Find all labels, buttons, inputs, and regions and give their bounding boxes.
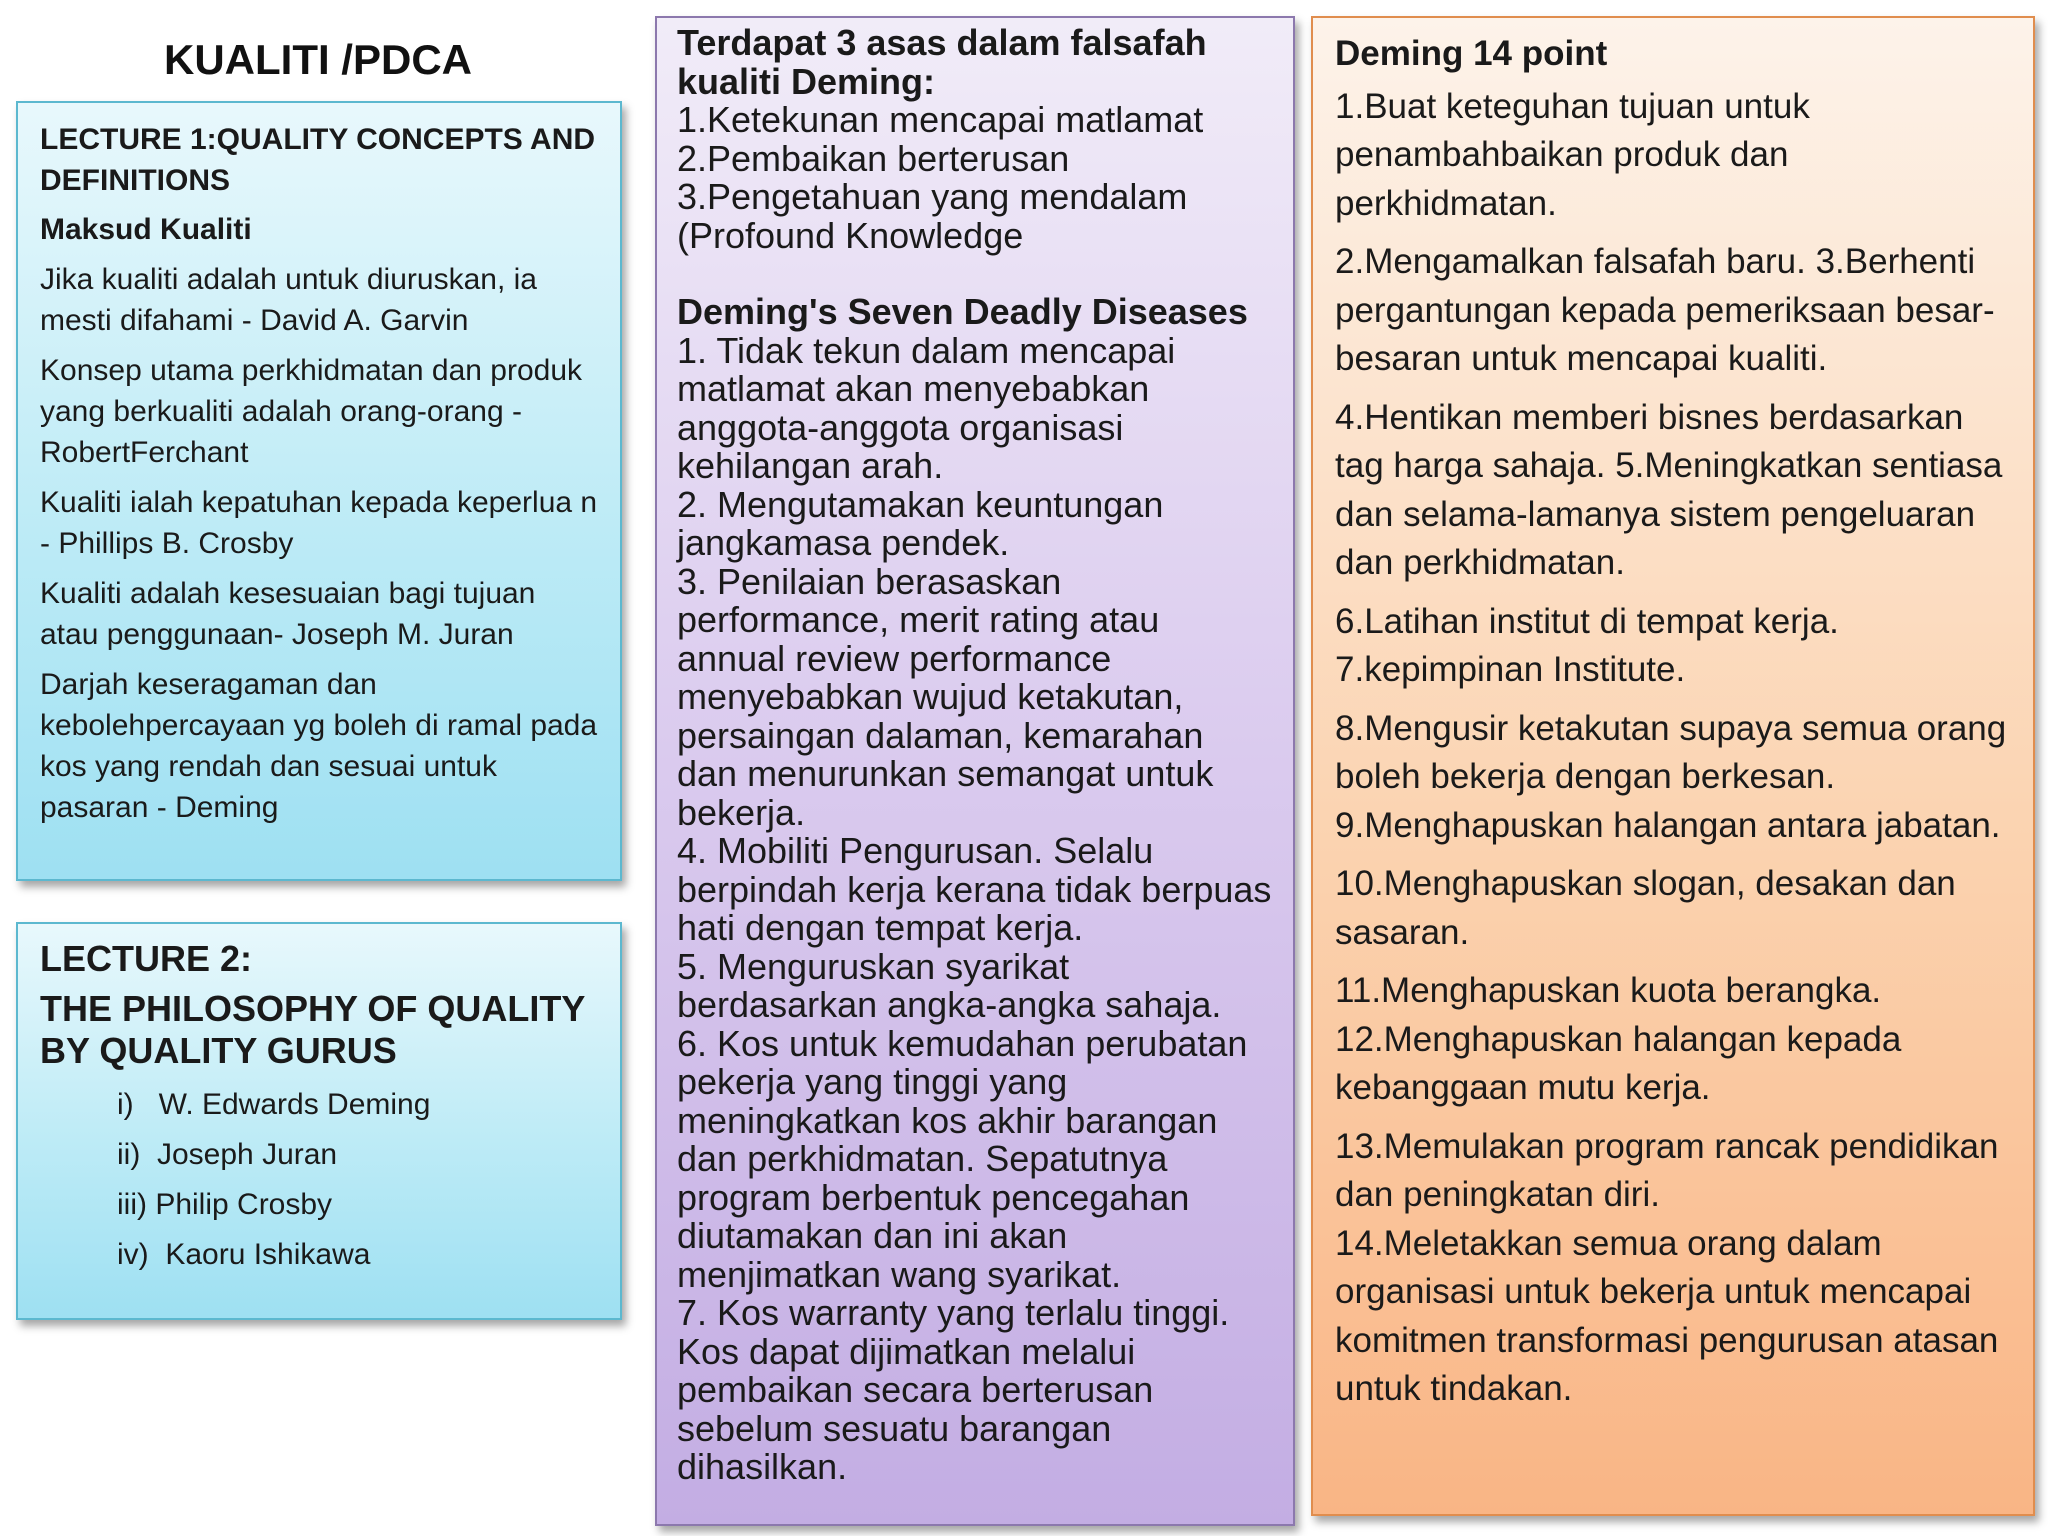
points-paragraph [1335, 394, 2011, 588]
asas-item: 3.Pengetahuan yang mendalam (Profound Knowledge [677, 176, 1188, 256]
point-text: 14.Meletakkan semua orang dalam organisasi untuk bekerja untuk mencapai komitmen transformasi pengurusan atasan untuk tindakan. [1335, 1223, 1999, 1408]
lecture2-heading-1: LECTURE 2: [40, 938, 253, 979]
point-text: 4.Hentikan memberi bisnes berdasarkan tag harga sahaja. 5.Meningkatkan sentiasa dan selama-lamanya sistem pengeluaran dan perkhidmatan. [1335, 397, 2003, 582]
lecture1-paragraph: Darjah keseragaman dan kebolehpercayaan yg boleh di ramal pada kos yang rendah dan sesuai untuk pasaran - Deming [40, 668, 598, 824]
point-text: 11.Menghapuskan kuota berangka. [1335, 971, 1882, 1010]
lecture1-paragraph: Konsep utama perkhidmatan dan produk yang berkualiti adalah orang-orang - RobertFerchant [40, 354, 583, 469]
guru-item: iii) Philip Crosby [117, 1188, 333, 1221]
point-text: 13.Memulakan program rancak pendidikan dan peningkatan diri. [1335, 1126, 1999, 1214]
points-paragraph [1335, 860, 2011, 957]
point-text: 10.Menghapuskan slogan, desakan dan sasaran. [1335, 864, 1956, 952]
disease-item: 4. Mobiliti Pengurusan. Selalu berpindah kerja kerana tidak berpuas hati dengan tempat kerja. [677, 830, 1272, 948]
guru-item: i) W. Edwards Deming [117, 1088, 431, 1121]
page-title: KUALITI /PDCA [164, 36, 472, 83]
guru-item: iv) Kaoru Ishikawa [117, 1238, 371, 1271]
asas-item: 2.Pembaikan berterusan [677, 137, 1070, 179]
lecture1-paragraph: Kualiti adalah kesesuaian bagi tujuan atau penggunaan- Joseph M. Juran [40, 577, 536, 651]
lecture1-heading: LECTURE 1:QUALITY CONCEPTS AND DEFINITIONS [40, 123, 596, 197]
deming-philosophy-box [655, 16, 1295, 1526]
point-text: 1.Buat keteguhan tujuan untuk penambahbaikan produk dan perkhidmatan. [1335, 86, 1810, 223]
disease-item: 6. Kos untuk kemudahan perubatan pekerja yang tinggi yang meningkatkan kos akhir barangan dan perkhidmatan. Sepatutnya program berbentuk pencegahan diutamakan dan ini akan menjimatkan wang syarikat. [677, 1022, 1248, 1295]
point-text: 7.kepimpinan Institute. [1335, 650, 1686, 689]
lecture2-box [16, 922, 622, 1320]
guru-item: ii) Joseph Juran [117, 1138, 338, 1171]
points-paragraph [1335, 238, 2011, 384]
asas-item: 1.Ketekunan mencapai matlamat [677, 99, 1204, 140]
point-text: 6.Latihan institut di tempat kerja. [1335, 601, 1839, 641]
disease-item: 1. Tidak tekun dalam mencapai matlamat akan menyebabkan anggota-anggota organisasi kehilangan arah. [677, 329, 1176, 486]
lecture1-paragraph: Jika kualiti adalah untuk diuruskan, ia mesti difahami - David A. Garvin [40, 263, 537, 337]
points-heading: Deming 14 point [1335, 34, 1608, 73]
points-paragraph [1335, 705, 2011, 851]
disease-item: 7. Kos warranty yang terlalu tinggi. Kos dapat dijimatkan melalui pembaikan secara berterusan sebelum sesuatu barangan dihasilkan. [677, 1292, 1230, 1487]
points-paragraph [1335, 598, 2011, 695]
point-text: 8.Mengusir ketakutan supaya semua orang boleh bekerja dengan berkesan. [1335, 708, 2007, 796]
lecture2-heading-2: THE PHILOSOPHY OF QUALITY BY QUALITY GURUS [40, 988, 585, 1071]
disease-item: 3. Penilaian berasaskan performance, merit rating atau annual review performance menyebabkan wujud ketakutan, persaingan dalaman, kemarahan dan menurunkan semangat untuk bekerja. [677, 560, 1214, 833]
deming-14-points-box [1311, 16, 2035, 1516]
lecture1-subheading: Maksud Kualiti [40, 213, 252, 246]
point-text: 12.Menghapuskan halangan kepada kebanggaan mutu kerja. [1335, 1019, 1902, 1107]
disease-item: 2. Mengutamakan keuntungan jangkamasa pendek. [677, 483, 1164, 563]
disease-item: 5. Menguruskan syarikat berdasarkan angka-angka sahaja. [677, 945, 1222, 1025]
lecture1-paragraph: Kualiti ialah kepatuhan kepada keperlua n - Phillips B. Crosby [40, 486, 598, 560]
diseases-heading: Deming's Seven Deadly Diseases [677, 291, 1248, 332]
point-text: 9.Menghapuskan halangan antara jabatan. [1335, 805, 2001, 845]
points-paragraph [1335, 83, 2011, 229]
points-paragraph [1335, 1123, 2011, 1414]
point-text: 2.Mengamalkan falsafah baru. 3.Berhenti pergantungan kepada pemeriksaan besar-besaran untuk mencapai kualiti. [1335, 242, 1995, 378]
asas-heading: Terdapat 3 asas dalam falsafah kualiti Deming: [677, 22, 1207, 102]
lecture1-box [16, 101, 622, 881]
points-paragraph [1335, 967, 2011, 1113]
spacer [677, 255, 1273, 293]
